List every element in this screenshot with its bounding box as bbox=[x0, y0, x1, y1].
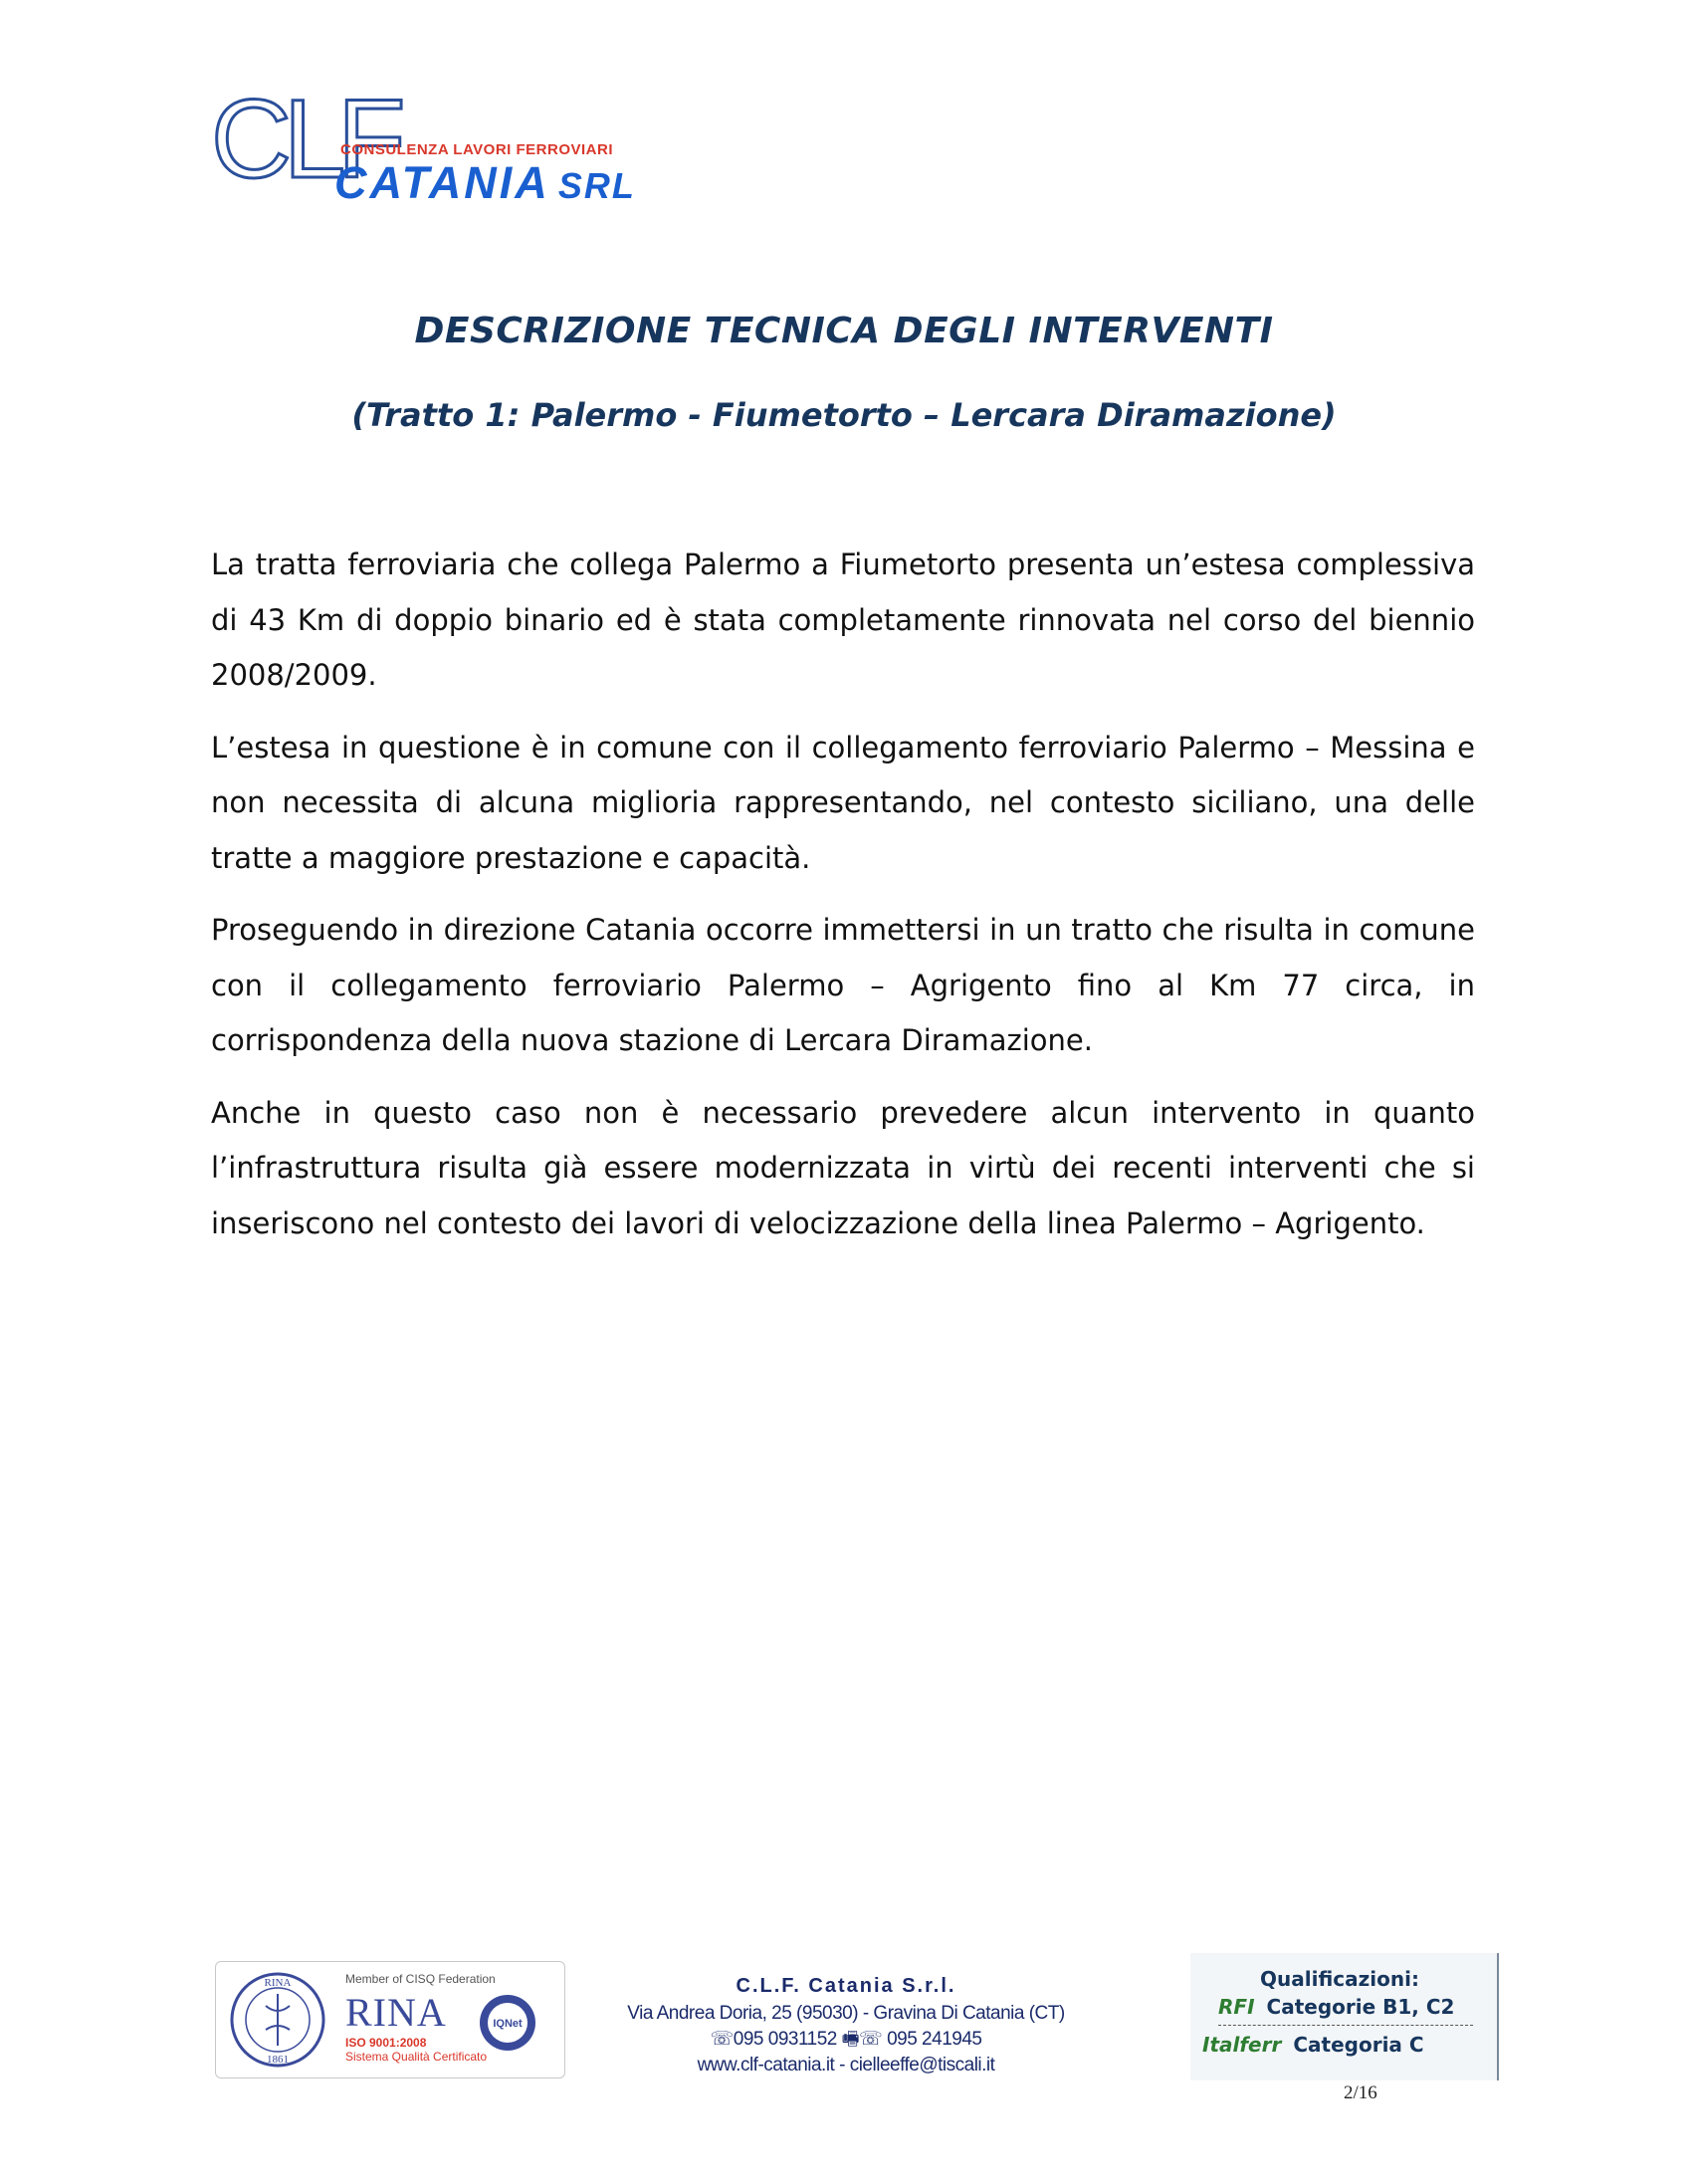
iso-label: ISO 9001:2008 bbox=[345, 2036, 427, 2050]
logo-name bbox=[334, 157, 636, 209]
seal-year: 1861 bbox=[267, 2054, 289, 2066]
italferr-value: Categoria C bbox=[1293, 2033, 1424, 2057]
italferr-qualification bbox=[1202, 2033, 1424, 2057]
logo-name-text: CATANIA bbox=[334, 157, 550, 208]
rina-wordmark: RINA bbox=[345, 1990, 447, 2035]
divider bbox=[1218, 2025, 1473, 2026]
iqnet-label: IQNet bbox=[493, 2018, 523, 2030]
company-address: Via Andrea Doria, 25 (95030) - Gravina Di Catania (CT) bbox=[627, 2003, 1065, 2024]
quality-system-label: Sistema Qualità Certificato bbox=[345, 2050, 488, 2064]
paragraph: Anche in questo caso non è necessario prevedere alcun intervento in quanto l’infrastruttura risulta già essere modernizzata in virtù dei recenti interventi che si inseriscono nel contesto dei lavori di velocizzazione della linea Palermo – Agrigento. bbox=[211, 1095, 1475, 1240]
company-name: C.L.F. Catania S.r.l. bbox=[736, 1975, 956, 1997]
company-phones: ☏095 0931152 🖷☏ 095 241945 bbox=[710, 2029, 982, 2050]
iqnet-icon bbox=[477, 1992, 538, 2054]
paragraph: L’estesa in questione è in comune con il collegamento ferroviario Palermo – Messina e non necessita di alcuna miglioria rappresentando, nel contesto siciliano, una delle tratte a maggiore prestazione e capacità. bbox=[211, 730, 1475, 875]
page-number: 2/16 bbox=[1344, 2082, 1377, 2103]
company-info bbox=[577, 1971, 1115, 2078]
qualifications-box bbox=[1190, 1953, 1499, 2080]
paragraph: Proseguendo in direzione Catania occorre immettersi in un tratto che risulta in comune con il collegamento ferroviario Palermo – Agrigento fino al Km 77 circa, in corrispondenza della nuova stazione di Lercara Diramazione. bbox=[211, 913, 1475, 1057]
rfi-qualification bbox=[1218, 1995, 1454, 2019]
logo-tagline: CONSULENZA LAVORI FERROVIARI bbox=[340, 141, 614, 158]
rfi-label: RFI bbox=[1218, 1995, 1255, 2019]
document-body bbox=[211, 538, 1475, 1268]
company-web-email: www.clf-catania.it - cielleeffe@tiscali.it bbox=[697, 2055, 995, 2075]
logo-suffix: SRL bbox=[557, 165, 636, 206]
paragraph: La tratta ferroviaria che collega Palermo a Fiumetorto presenta un’estesa complessiva di 43 Km di doppio binario ed è stata completamente rinnovata nel corso del biennio 2008/2009. bbox=[211, 547, 1475, 692]
document-subtitle: (Tratto 1: Palermo - Fiumetorto – Lercara Diramazione) bbox=[351, 396, 1337, 434]
logo-mark: CLF bbox=[211, 77, 398, 201]
certification-badge bbox=[215, 1961, 565, 2078]
italferr-label: Italferr bbox=[1202, 2033, 1282, 2057]
seal-text: RINA bbox=[264, 1977, 292, 1989]
qualifications-title: Qualificazioni: bbox=[1260, 1967, 1419, 1991]
rina-seal-icon bbox=[222, 1970, 333, 2070]
rfi-value: Categorie B1, C2 bbox=[1266, 1995, 1455, 2019]
company-logo bbox=[211, 77, 679, 208]
cisq-member-text: Member of CISQ Federation bbox=[345, 1972, 496, 1986]
document-title: DESCRIZIONE TECNICA DEGLI INTERVENTI bbox=[414, 311, 1274, 351]
